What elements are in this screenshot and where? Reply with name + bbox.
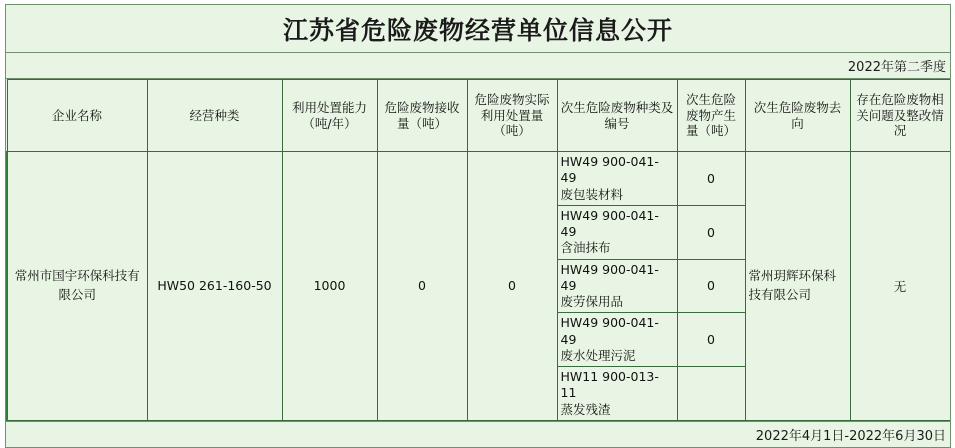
- column-header-received: 危险废物接收量（吨）: [377, 80, 467, 152]
- secondary-waste-name-4: 废水处理污泥: [560, 347, 636, 363]
- cell-secondary-waste-amount-3: 0: [677, 259, 745, 313]
- cell-received: 0: [377, 152, 467, 421]
- document-table: [5, 4, 951, 448]
- secondary-waste-code-3: HW49 900-041-49: [560, 261, 659, 293]
- secondary-waste-name-2: 含油抹布: [560, 240, 611, 256]
- cell-secondary-waste-amount-4: 0: [677, 313, 745, 367]
- column-header-company-name: 企业名称: [7, 80, 147, 152]
- quarter-label: 2022年第二季度: [6, 53, 951, 79]
- page-title: 江苏省危险废物经营单位信息公开: [6, 5, 951, 53]
- table-header-row: [7, 80, 950, 152]
- secondary-waste-code-4: HW49 900-041-49: [560, 315, 659, 347]
- cell-secondary-waste-amount-5: [677, 367, 745, 421]
- cell-secondary-waste-destination: 常州玥辉环保科技有限公司: [745, 152, 850, 421]
- cell-capacity: 1000: [282, 152, 377, 421]
- column-header-issues: 存在危险废物相关问题及整改情况: [850, 80, 950, 152]
- cell-secondary-waste-code-1: [557, 152, 677, 206]
- title-row: [6, 5, 951, 53]
- footer-row: [6, 421, 951, 447]
- cell-secondary-waste-code-5: [557, 367, 677, 421]
- cell-secondary-waste-code-3: [557, 259, 677, 313]
- period-label: 2022年4月1日-2022年6月30日: [6, 421, 951, 447]
- secondary-waste-name-1: 废包装材料: [560, 186, 624, 202]
- cell-issues: 无: [850, 152, 950, 421]
- secondary-waste-name-5: 蒸发残渣: [560, 401, 611, 417]
- cell-secondary-waste-amount-2: 0: [677, 205, 745, 259]
- secondary-waste-code-2: HW49 900-041-49: [560, 207, 659, 239]
- secondary-waste-code-1: HW49 900-041-49: [560, 154, 659, 186]
- grid-row: [6, 79, 951, 422]
- column-header-disposed: 危险废物实际利用处置量（吨）: [467, 80, 557, 152]
- cell-business-type: HW50 261-160-50: [147, 152, 282, 421]
- cell-secondary-waste-code-2: [557, 205, 677, 259]
- column-header-business-type: 经营种类: [147, 80, 282, 152]
- secondary-waste-name-3: 废劳保用品: [560, 294, 624, 309]
- spreadsheet-sheet: [0, 4, 955, 444]
- cell-secondary-waste-amount-1: 0: [677, 152, 745, 206]
- column-header-secondary-waste-code: 次生危险废物种类及编号: [557, 80, 677, 152]
- waste-data-table: [6, 79, 951, 421]
- column-header-capacity: 利用处置能力（吨/年）: [282, 80, 377, 152]
- quarter-row: [6, 53, 951, 79]
- cell-secondary-waste-code-4: [557, 313, 677, 367]
- grid-container: [6, 79, 951, 422]
- column-header-secondary-waste-destination: 次生危险废物去向: [745, 80, 850, 152]
- secondary-waste-code-5: HW11 900-013-11: [560, 369, 659, 401]
- cell-disposed: 0: [467, 152, 557, 421]
- column-header-secondary-waste-amount: 次生危险废物产生量（吨）: [677, 80, 745, 152]
- cell-company-name: 常州市国宇环保科技有限公司: [7, 152, 147, 421]
- table-row: [7, 152, 950, 206]
